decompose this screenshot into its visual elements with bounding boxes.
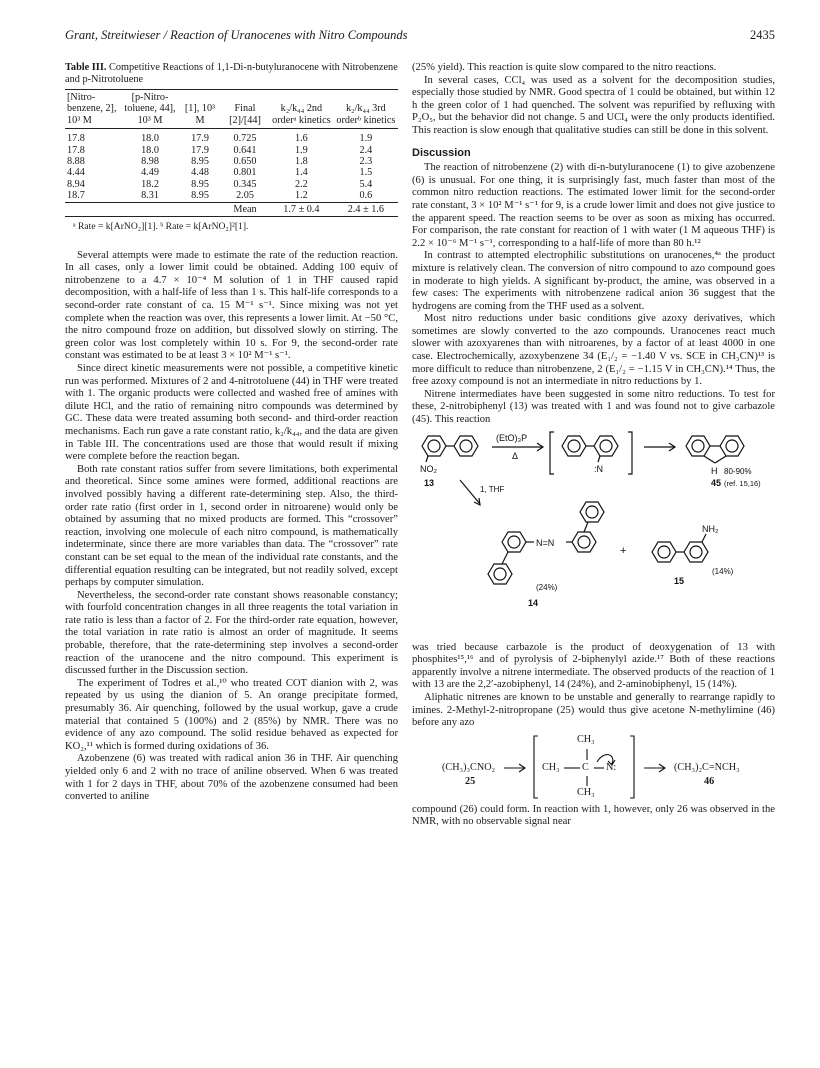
paragraph: Azobenzene (6) was treated with radical anion 36 in THF. Air quenching yielded only 6 and 2 with no trace of aniline observed. When 6 was treated with 1 for 2 days in THF, about 70% of the azobenzene consumed had been converted to aniline xyxy=(65,753,398,803)
table-cell: 0.801 xyxy=(233,167,257,179)
table-header-cell: [Nitro-benzene, 2], 10³ M xyxy=(65,90,121,129)
compound-14-label: 14 xyxy=(528,597,539,608)
aromatic-circle xyxy=(586,506,598,518)
table-cell: 2.4 xyxy=(359,144,373,156)
compound-15-label: 15 xyxy=(674,575,685,586)
right-column xyxy=(412,62,775,829)
paragraph: The reaction of nitrobenzene (2) with di-n-butyluranocene (1) to give azobenzene (6) is unusual. For one thing, it is surprisingly fast, much faster than most of the common nitro reduction reactions. The estimated lower limit for the second-order rate constant, 3 × 10² M⁻¹ s⁻¹ for 9, is a crude lower limit and does not give justice to the apparent speed. The reaction seems to be over as soon as mixing has occurred. For comparison, the rate constant for reaction of 1 with water (1 M aqueous THF) is 2.2 × 10⁻⁶ M⁻¹ s⁻¹, corresponding to a half-life of more than 80 h.¹² xyxy=(412,162,775,249)
scheme-nitrene-imine xyxy=(412,732,775,802)
table-header-cell: k₂/k₄₄ 3rd orderᵇ kinetics xyxy=(334,90,398,129)
compound-13-label: 13 xyxy=(424,477,435,488)
paragraph: The experiment of Todres et al.,¹⁰ who treated COT dianion with 2, was repeated by us using the dianion of 5. An orange precipitate formed, presumably 36. Air quenching, followed by the usual workup, gave a crude material that contained 5 (100%) and 2 (85%) by NMR. There was no evidence of any azo compound. The solid residue behaved as expected for KO₂,¹¹ which is formed during oxidations of 36. xyxy=(65,677,398,752)
bond xyxy=(702,534,706,542)
azo-linkage: N=N xyxy=(536,537,555,548)
table-cell: 4.49 xyxy=(141,167,159,179)
table-cell: 8.98 xyxy=(141,156,159,168)
paragraph: compound (26) could form. In reaction with 1, however, only 26 was observed in the NMR, with no observable signal near xyxy=(412,803,775,828)
aromatic-circle xyxy=(508,536,520,548)
aromatic-circle xyxy=(690,546,702,558)
benzene-ring xyxy=(580,502,604,522)
aromatic-circle xyxy=(692,440,704,452)
nitrene-n: N: xyxy=(606,761,617,773)
table-cell: 8.95 xyxy=(191,178,209,190)
table-cell: 18.0 xyxy=(141,133,159,145)
bond xyxy=(584,522,588,532)
nitrene-label: :N xyxy=(594,463,603,474)
aromatic-circle xyxy=(568,440,580,452)
bond xyxy=(426,456,428,462)
table-row xyxy=(65,167,398,178)
nh-label: H xyxy=(711,465,718,476)
scheme-drawing xyxy=(412,430,775,640)
table-cell: 0.641 xyxy=(233,144,257,156)
left-column xyxy=(65,62,398,804)
table-iii xyxy=(65,89,398,217)
benzene-ring xyxy=(562,436,586,456)
formula-46: (CH₃)₂C=NCH₃ xyxy=(674,761,740,773)
page-number: 2435 xyxy=(750,28,775,42)
table-cell-empty xyxy=(65,202,121,216)
paragraph: Both rate constant ratios suffer from severe limitations, both experimental and theoretical. Since some amines were formed, additional reactions are involved possibly having a different rate-determining step. Also, the third-order rate ratio (first order in 1, second order in nitroarene) would only be obtained by assuming that no mixed products are formed. This “crossover” reaction, involving one molecule of each nitro compound, is mathematically indeterminate, since there are more variables than data. The “crossover” rate constant can be set equal to the mean of the individual rate constants, and the differential equation resulting can be integrated, but not readily solved, except perhaps by computer simulation. xyxy=(65,463,398,589)
table-body xyxy=(65,129,398,202)
amino-group-label: NH₂ xyxy=(702,523,719,534)
scheme-reagent: (EtO)₃P xyxy=(496,432,528,443)
table-header-cell: [p-Nitro-toluene, 44], 10³ M xyxy=(121,90,179,129)
table-caption-text: Competitive Reactions of 1,1-Di-n-butyluranocene with Nitrobenzene and p-Nitrotoluene xyxy=(65,62,398,85)
aromatic-circle xyxy=(494,568,506,580)
benzene-ring xyxy=(720,436,744,456)
left-body-text xyxy=(65,250,398,804)
table-cell: 8.94 xyxy=(67,178,85,190)
table-cell: 2.3 xyxy=(359,156,373,168)
aromatic-circle xyxy=(460,440,472,452)
benzene-ring xyxy=(686,436,710,456)
table-cell: 17.8 xyxy=(67,144,85,156)
table-header-cell: [1], 10³ M xyxy=(179,90,221,129)
bracket xyxy=(534,736,538,798)
table-cell: 0.650 xyxy=(233,156,257,168)
yield-14: (24%) xyxy=(536,582,558,592)
table-cell: 8.95 xyxy=(191,190,209,202)
benzene-ring xyxy=(454,436,478,456)
table-header-cell: Final [2]/[44] xyxy=(221,90,269,129)
nitro-group-label: NO₂ xyxy=(420,463,437,474)
arrow xyxy=(460,480,480,504)
paragraph: Nitrene intermediates have been suggested in some nitro reductions. To test for these, 2-nitrobiphenyl (13) was treated with 1 and was found not to give carbazole (45). This reaction xyxy=(412,388,775,426)
compound-46-label: 46 xyxy=(704,775,715,787)
aromatic-circle xyxy=(658,546,670,558)
page-header xyxy=(65,28,775,44)
aromatic-circle xyxy=(600,440,612,452)
methyl-bottom: CH₃ xyxy=(577,786,595,798)
bond xyxy=(502,552,508,564)
table-cell: 1.9 xyxy=(295,144,308,156)
benzene-ring xyxy=(422,436,446,456)
paragraph: Since direct kinetic measurements were not possible, a competitive kinetic run was performed. Mixtures of 2 and 4-nitrotoluene (44) in THF were treated with 1. The organic products were collected and washed free of amines with dilute HCl, and the ratio of remaining nitro compounds was determined by GC. These data were treated assuming both second- and third-order reaction mechanisms. Each run gave a rate constant ratio, k₂/k₄₄, and the data are given in Table III. The concentrations used are those that would result if mixing were complete before the reaction began. xyxy=(65,363,398,463)
carbon-center: C xyxy=(582,761,589,773)
table-caption xyxy=(65,62,398,86)
paragraph: In contrast to attempted electrophilic substitutions on uranocenes,⁴ᵃ the product mixture is relatively clean. The conversion of nitro compound to azo compound goes in moderate to high yields. A significant by-product, the amine, was observed in a few cases: The experiments with nitrobenzene radical anion 36 suggest that the hydrogens are coming from the THF used as a solvent. xyxy=(412,250,775,312)
table-cell: 1.8 xyxy=(295,156,308,168)
table-cell: 17.8 xyxy=(67,133,85,145)
aromatic-circle xyxy=(428,440,440,452)
table-cell: 2.2 xyxy=(295,178,308,190)
yield-45: 80-90% xyxy=(724,466,752,476)
table-cell: 8.95 xyxy=(191,156,209,168)
table-cell: 8.88 xyxy=(67,156,85,168)
aromatic-circle xyxy=(578,536,590,548)
methyl-left: CH₃ xyxy=(542,761,560,773)
bracket xyxy=(628,432,632,474)
plus-sign: + xyxy=(620,544,627,557)
table-row xyxy=(65,145,398,156)
benzene-ring xyxy=(684,542,708,562)
bond xyxy=(715,456,726,463)
table-header-row xyxy=(65,90,398,129)
table-cell: 5.4 xyxy=(359,178,373,190)
mean-third-order: 2.4 ± 1.6 xyxy=(334,202,398,216)
paragraph: Several attempts were made to estimate the rate of the reduction reaction. In all cases, only a lower limit could be obtained. Adding 100 equiv of nitrobenzene to a 4.7 × 10⁻⁴ M solution of 1 in THF caused rapid decomposition, with a half-life of less than 1 s. This half-life corresponds to a second-order rate constant of ca. 15 M⁻¹ s⁻¹. Since mixing was not yet complete when the reaction was over, this represents a lower limit. At −50 °C, the nitro compound froze on addition, but dissolved slowly on stirring. The green color was lost completely within 10 s. For 9, the second-order rate constant was estimated to be at least 3 × 10² M⁻¹ s⁻¹. xyxy=(65,249,398,362)
table-cell: 1.4 xyxy=(295,167,308,179)
table-cell: 0.345 xyxy=(233,178,257,190)
table-row xyxy=(65,156,398,167)
aromatic-circle xyxy=(726,440,738,452)
table-header-cell: k₂/k₄₄ 2nd orderᵃ kinetics xyxy=(269,90,334,129)
table-row xyxy=(65,179,398,190)
table-cell: 2.05 xyxy=(236,190,254,202)
compound-45-label: 45 xyxy=(711,477,722,488)
ref-45: (ref. 15,16) xyxy=(724,478,761,488)
table-cell: 8.31 xyxy=(141,190,159,202)
scheme-nitrene-carbazole xyxy=(412,430,775,640)
reagent-1-thf: 1, THF xyxy=(480,484,505,494)
benzene-ring xyxy=(488,564,512,584)
table-cell: 4.48 xyxy=(191,167,209,179)
table-cell-empty xyxy=(121,202,179,216)
table-mean-row xyxy=(65,202,398,216)
bond xyxy=(598,456,600,462)
table-cell: 18.2 xyxy=(141,178,159,190)
benzene-ring xyxy=(502,532,526,552)
benzene-ring xyxy=(572,532,596,552)
table-cell: 18.7 xyxy=(67,190,85,202)
table-cell: 1.5 xyxy=(359,167,373,179)
bracket xyxy=(630,736,634,798)
benzene-ring xyxy=(594,436,618,456)
discussion-heading: Discussion xyxy=(412,146,471,159)
table-cell: 17.9 xyxy=(191,133,209,145)
formula-25: (CH₃)₃CNO₂ xyxy=(442,761,496,773)
table-cell: 1.9 xyxy=(359,133,373,145)
table-cell: 4.44 xyxy=(67,167,85,179)
table-footnote: ᵃ Rate = k[ArNO₂][1]. ᵇ Rate = k[ArNO₂]²[1]. xyxy=(73,221,249,233)
table-caption-label: Table III. xyxy=(65,62,107,73)
table-cell: 17.9 xyxy=(191,144,209,156)
paragraph: In several cases, CCl₄ was used as a solvent for the decomposition studies, especially those studied by NMR. Good spectra of 1 could be obtained, but within 12 h the green color of 1 had quenched. The solvent was repurified by refluxing with P₂O₅, but the behavior did not change. 5 and UCl₄ were the only products identified. This reaction is slow enough that qualitative studies can still be done in this solvent. xyxy=(412,74,775,136)
paragraph: Aliphatic nitrenes are known to be unstable and generally to rearrange rapidly to imines. 2-Methyl-2-nitropropane (25) would thus give acetone N-methylimine (46) before any azo xyxy=(412,692,775,729)
table-cell-empty xyxy=(179,202,221,216)
mean-second-order: 1.7 ± 0.4 xyxy=(269,202,334,216)
paragraph: Nevertheless, the second-order rate constant shows reasonable constancy; with fourfold concentration changes in all three reagents the total variation in rate ratio is less than a factor of 2. For the third-order rate equation, however, the total variation in rate ratio is almost an order of magnitude. It seems probable, therefore, that the rate-determining step involves a second-order reaction of the uranocene and the nitro compound. This experiment is discussed further in the Discussion section. xyxy=(65,589,398,677)
table-row xyxy=(65,129,398,145)
arrowhead xyxy=(474,498,480,505)
table-cell: 1.6 xyxy=(295,133,308,145)
table-cell: 0.6 xyxy=(359,190,373,202)
scheme-heat: Δ xyxy=(512,450,519,461)
bracket xyxy=(550,432,554,474)
compound-25-label: 25 xyxy=(465,775,476,787)
running-title: Grant, Streitwieser / Reaction of Uranocenes with Nitro Compounds xyxy=(65,28,408,42)
table-cell: 1.2 xyxy=(295,190,308,202)
paragraph: (25% yield). This reaction is quite slow compared to the nitro reactions. xyxy=(412,62,717,73)
mean-label: Mean xyxy=(221,202,269,216)
table-cell: 0.725 xyxy=(233,133,257,145)
table-row xyxy=(65,190,398,202)
paragraph: was tried because carbazole is the product of deoxygenation of 13 with phosphites¹⁵,¹⁶ and of pyrolysis of 2-biphenylyl azide.¹⁷ Both of these reactions apparently involve a nitrene intermediate. The observed products of the reaction of 1 with 13 are the 2,2′-azobiphenyl, 14 (24%), and 2-aminobiphenyl, 15 (14%). xyxy=(412,641,775,691)
paragraph: Most nitro reductions under basic conditions give azoxy derivatives, which sometimes are slowly converted to the azo compounds. Uranocenes react much slower with azoxyarenes than with nitroarenes, by a factor of at least 4000 in one case. Electrochemically, azoxybenzene 34 (E₁/₂ = −1.40 V vs. SCE in CH₃CN)¹³ is more difficult to reduce than nitrobenzene, 2 (E₁/₂ = −1.15 V in CH₃CN).¹⁴ Thus, the free azoxy compound is not an intermediate in nitro reductions by 1. xyxy=(412,313,775,388)
methyl-top: CH₃ xyxy=(577,733,595,745)
table-cell: 18.0 xyxy=(141,144,159,156)
yield-15: (14%) xyxy=(712,566,734,576)
benzene-ring xyxy=(652,542,676,562)
bond xyxy=(704,456,715,463)
